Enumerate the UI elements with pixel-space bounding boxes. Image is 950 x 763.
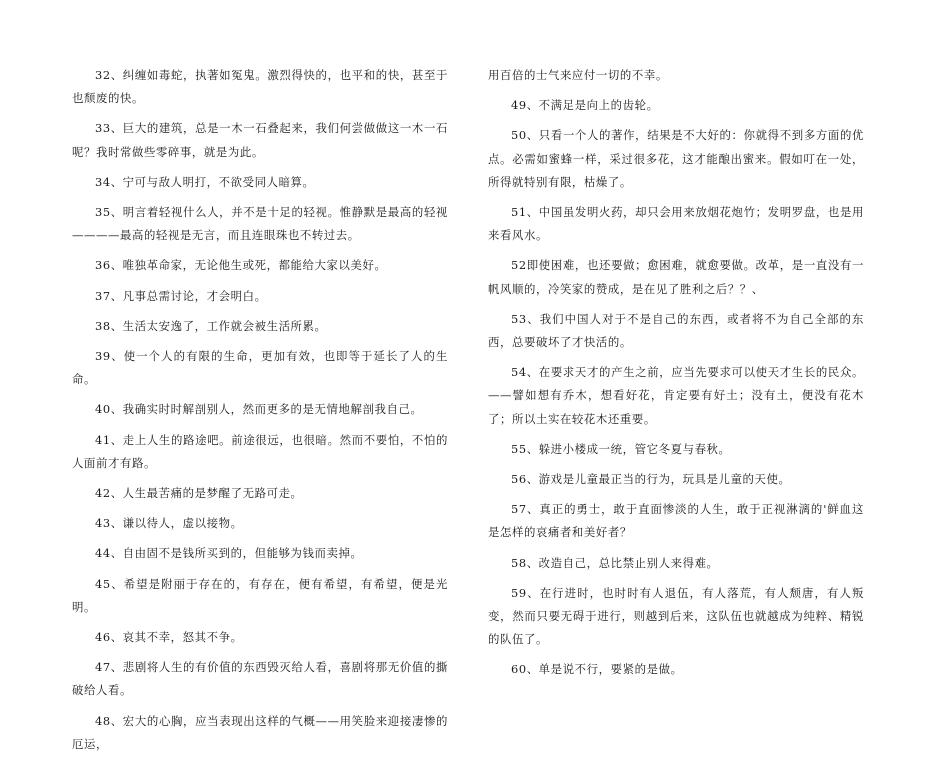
quote-paragraph: 56、游戏是儿童最正当的行为，玩具是儿童的天使。 bbox=[511, 472, 791, 487]
quote-paragraph: 55、躲进小楼成一统，管它冬夏与春秋。 bbox=[511, 441, 731, 456]
quote-paragraph: 33、巨大的建筑，总是一木一石叠起来，我们何尝做做这一木一石呢？我时常做些零碎事，就是为此。 bbox=[72, 121, 448, 159]
quote-paragraph: 57、真正的勇士，敢于直面惨淡的人生，敢于正视淋漓的'鲜血这是怎样的哀痛者和美好者？ bbox=[488, 502, 864, 540]
quote-paragraph: 43、谦以待人，虚以接物。 bbox=[95, 516, 243, 531]
quote-paragraph: 37、凡事总需讨论，才会明白。 bbox=[95, 288, 267, 303]
quote-paragraph: 44、自由固不是钱所买到的，但能够为钱而卖掉。 bbox=[95, 546, 363, 561]
quote-paragraph: 48、宏大的心胸，应当表现出这样的气概——用笑脸来迎接凄惨的厄运， bbox=[72, 713, 448, 751]
quote-paragraph: 59、在行进时，也时时有人退伍，有人落荒，有人颓唐，有人叛变，然而只要无碍于进行，则越到后来，这队伍也就越成为纯粹、精锐的队伍了。 bbox=[488, 585, 864, 647]
quote-paragraph: 46、哀其不幸，怒其不争。 bbox=[95, 630, 243, 645]
quote-paragraph: 58、改造自己，总比禁止别人来得难。 bbox=[511, 555, 719, 570]
quote-paragraph: 52即使困难，也还要做；愈困难，就愈要做。改革，是一直没有一帆风顺的，冷笑家的赞成，是在见了胜利之后？？、 bbox=[488, 258, 864, 296]
quote-paragraph: 40、我确实时时解剖别人，然而更多的是无情地解剖我自己。 bbox=[95, 402, 423, 417]
quote-paragraph: 35、明言着轻视什么人，并不是十足的轻视。惟静默是最高的轻视————最高的轻视是无言，而且连眼珠也不转过去。 bbox=[72, 205, 448, 243]
quote-paragraph: 45、希望是附丽于存在的，有存在，便有希望，有希望，便是光明。 bbox=[72, 576, 448, 614]
quote-paragraph: 36、唯独革命家，无论他生或死，都能给大家以美好。 bbox=[95, 258, 387, 273]
quote-paragraph: 41、走上人生的路途吧。前途很远，也很暗。然而不要怕，不怕的人面前才有路。 bbox=[72, 432, 448, 470]
quote-paragraph: 39、使一个人的有限的生命，更加有效，也即等于延长了人的生命。 bbox=[72, 349, 448, 387]
quote-paragraph: 60、单是说不行，要紧的是做。 bbox=[511, 662, 683, 677]
quote-paragraph: 32、纠缠如毒蛇，执著如冤鬼。激烈得快的，也平和的快，甚至于也颓废的快。 bbox=[72, 68, 448, 106]
quote-paragraph: 49、不满足是向上的齿轮。 bbox=[511, 98, 659, 113]
quote-paragraph: 50、只看一个人的著作，结果是不大好的：你就得不到多方面的优点。必需如蜜蜂一样，采过很多花，这才能酿出蜜来。假如叮在一处，所得就特别有限，枯燥了。 bbox=[488, 128, 864, 189]
right-column bbox=[488, 64, 864, 689]
continued-paragraph: 用百倍的士气来应付一切的不幸。 bbox=[488, 68, 668, 82]
quote-paragraph: 54、在要求天才的产生之前，应当先要求可以使天才生长的民众。——譬如想有乔木，想看好花，肯定要有好土；没有土，便没有花木了；所以土实在较花木还重要。 bbox=[488, 365, 864, 426]
quote-paragraph: 47、悲剧将人生的有价值的东西毁灭给人看，喜剧将那无价值的撕破给人看。 bbox=[72, 660, 448, 698]
quote-paragraph: 53、我们中国人对于不是自己的东西，或者将不为自己全部的东西，总要破坏了才快活的。 bbox=[488, 311, 864, 350]
quote-paragraph: 42、人生最苦痛的是梦醒了无路可走。 bbox=[95, 486, 303, 501]
quote-paragraph: 51、中国虽发明火药，却只会用来放烟花炮竹；发明罗盘，也是用来看风水。 bbox=[488, 205, 864, 243]
quote-paragraph: 34、宁可与敌人明打，不欲受同人暗算。 bbox=[95, 174, 315, 189]
quote-paragraph: 38、生活太安逸了，工作就会被生活所累。 bbox=[95, 318, 327, 333]
left-column bbox=[72, 64, 448, 763]
